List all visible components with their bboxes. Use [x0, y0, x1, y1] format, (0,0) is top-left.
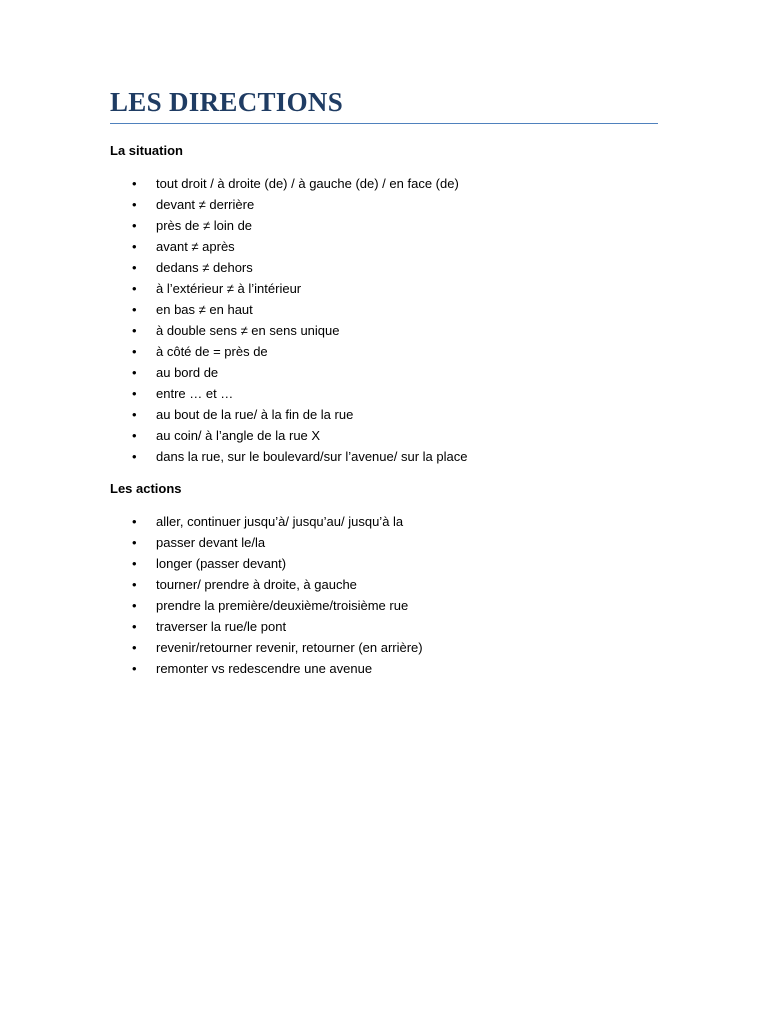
list-item-text: au bord de	[156, 365, 219, 380]
list-item-text: avant ≠ après	[156, 239, 235, 254]
list-item	[110, 299, 658, 320]
list-item-text: dans la rue, sur le boulevard/sur l’avenue/ sur la place	[156, 449, 468, 464]
list-item	[110, 425, 658, 446]
list-item	[110, 637, 658, 658]
bullet-icon: •	[132, 619, 137, 634]
list-item-text: longer (passer devant)	[156, 556, 287, 571]
bullet-icon: •	[132, 428, 137, 443]
list-item	[110, 362, 658, 383]
list-item	[110, 257, 658, 278]
list-item-text: à l’extérieur ≠ à l’intérieur	[156, 281, 302, 296]
bullet-icon: •	[132, 407, 137, 422]
list-item-text: remonter vs redescendre une avenue	[156, 661, 373, 676]
list-item	[110, 595, 658, 616]
bullet-icon: •	[132, 344, 137, 359]
list-item	[110, 278, 658, 299]
list-item-text: près de ≠ loin de	[156, 218, 253, 233]
list-item	[110, 194, 658, 215]
list-item-text: traverser la rue/le pont	[156, 619, 287, 634]
bullet-icon: •	[132, 577, 137, 592]
list-item-text: devant ≠ derrière	[156, 197, 255, 212]
list-item-text: au bout de la rue/ à la fin de la rue	[156, 407, 354, 422]
bullet-icon: •	[132, 661, 137, 676]
list-item-text: au coin/ à l’angle de la rue X	[156, 428, 321, 443]
list-item-text: revenir/retourner revenir, retourner (en arrière)	[156, 640, 423, 655]
section-heading-actions: Les actions	[110, 481, 182, 496]
bullet-icon: •	[132, 365, 137, 380]
list-item	[110, 215, 658, 236]
list-item	[110, 553, 658, 574]
list-item	[110, 236, 658, 257]
list-item	[110, 574, 658, 595]
bullet-icon: •	[132, 598, 137, 613]
list-item	[110, 173, 658, 194]
bullet-icon: •	[132, 239, 137, 254]
list-item	[110, 341, 658, 362]
list-item	[110, 532, 658, 553]
bullet-icon: •	[132, 218, 137, 233]
bullet-icon: •	[132, 281, 137, 296]
list-item	[110, 320, 658, 341]
bullet-icon: •	[132, 535, 137, 550]
section-heading-situation: La situation	[110, 143, 183, 158]
list-item-text: à côté de = près de	[156, 344, 268, 359]
list-item	[110, 511, 658, 532]
list-item	[110, 446, 658, 467]
list-item-text: tout droit / à droite (de) / à gauche (de) / en face (de)	[156, 176, 459, 191]
bullet-icon: •	[132, 302, 137, 317]
list-item	[110, 616, 658, 637]
bullet-icon: •	[132, 556, 137, 571]
list-item	[110, 404, 658, 425]
actions-list	[110, 511, 658, 679]
bullet-icon: •	[132, 260, 137, 275]
bullet-icon: •	[132, 197, 137, 212]
list-item-text: en bas ≠ en haut	[156, 302, 253, 317]
list-item-text: prendre la première/deuxième/troisième rue	[156, 598, 409, 613]
bullet-icon: •	[132, 514, 137, 529]
list-item-text: aller, continuer jusqu’à/ jusqu’au/ jusqu’à la	[156, 514, 404, 529]
situation-list	[110, 173, 658, 467]
list-item	[110, 658, 658, 679]
list-item	[110, 383, 658, 404]
bullet-icon: •	[132, 386, 137, 401]
list-item-text: à double sens ≠ en sens unique	[156, 323, 340, 338]
bullet-icon: •	[132, 323, 137, 338]
list-item-text: passer devant le/la	[156, 535, 266, 550]
bullet-icon: •	[132, 449, 137, 464]
list-item-text: dedans ≠ dehors	[156, 260, 253, 275]
list-item-text: tourner/ prendre à droite, à gauche	[156, 577, 357, 592]
bullet-icon: •	[132, 640, 137, 655]
list-item-text: entre … et …	[156, 386, 234, 401]
page-title: LES DIRECTIONS	[110, 84, 658, 124]
bullet-icon: •	[132, 176, 137, 191]
